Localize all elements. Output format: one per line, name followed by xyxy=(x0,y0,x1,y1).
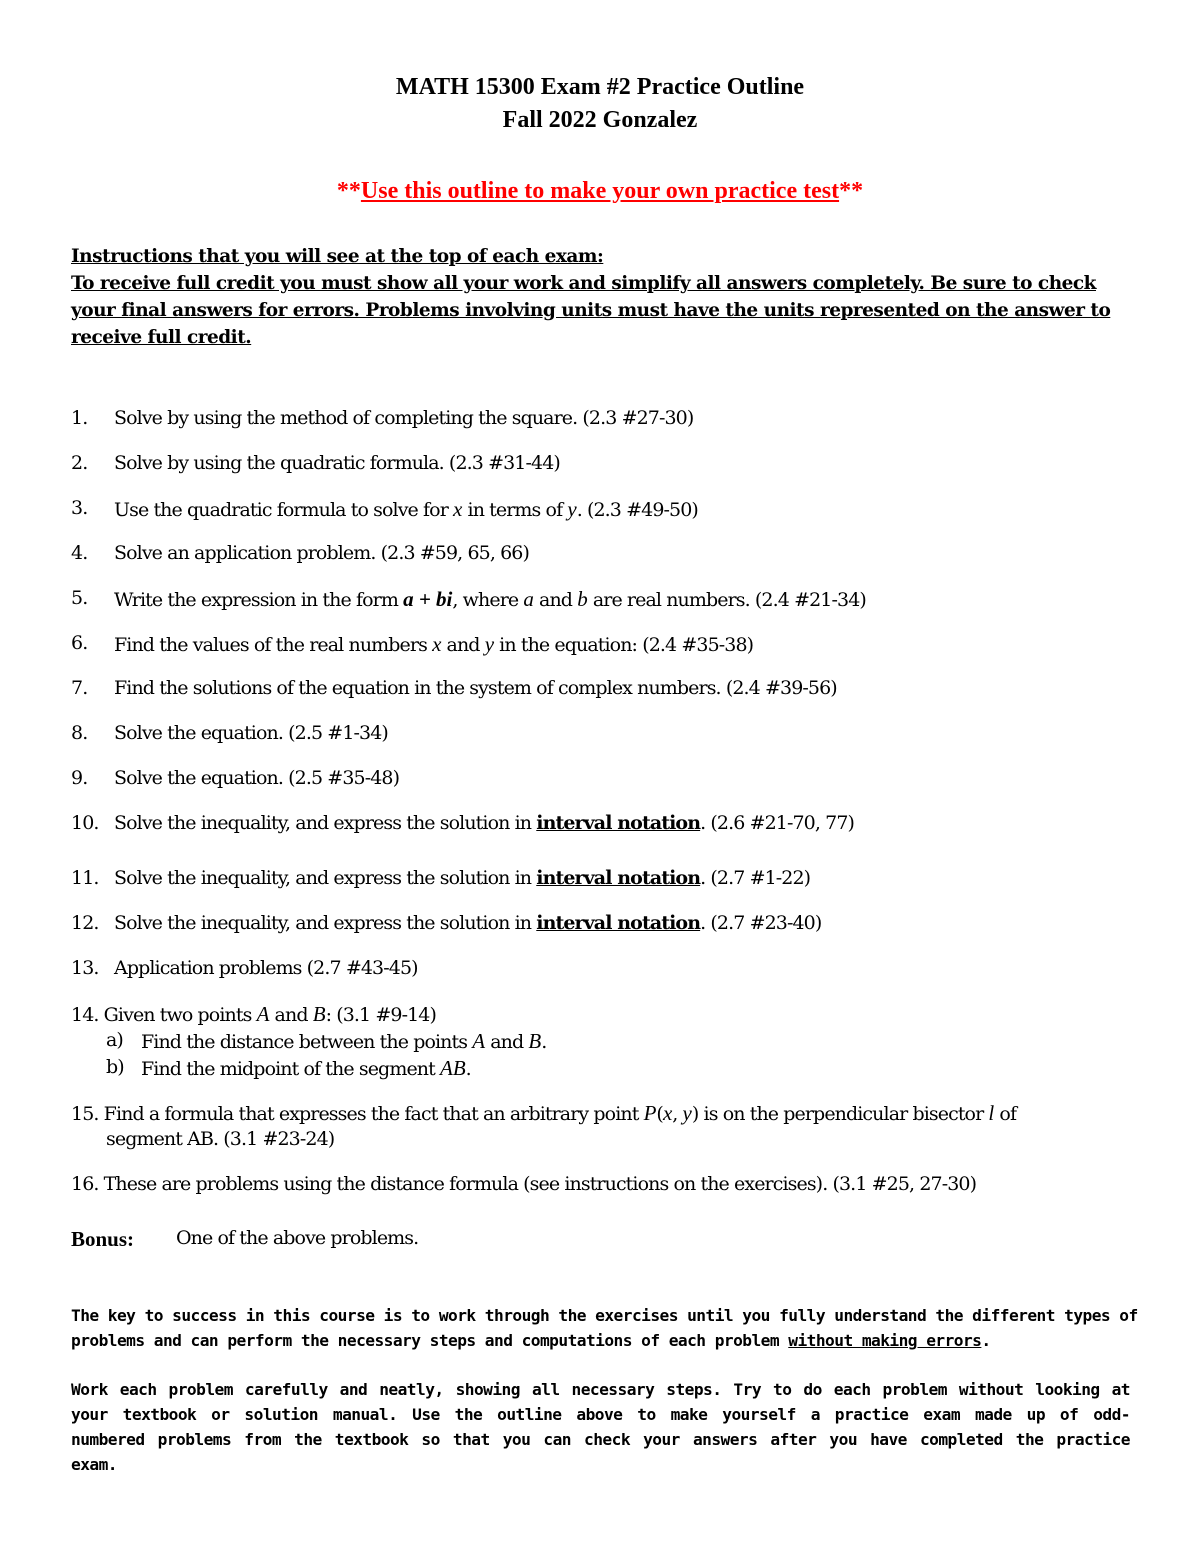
instructions-heading: Instructions that you will see at the top of each exam: xyxy=(71,246,604,267)
outline-item: Solve the inequality, and express the solution in interval notation. (2.6 #21-70, 77) xyxy=(114,812,855,834)
outline-item: Solve an application problem. (2.3 #59, 65, 66) xyxy=(114,542,530,564)
interval-notation-emphasis: interval notation xyxy=(536,812,701,834)
outline-item: 16. These are problems using the distance formula (see instructions on the exercises). (3.1 #25, 27-30) xyxy=(71,1173,977,1195)
item-number: 2. xyxy=(71,452,88,474)
item-number: 8. xyxy=(71,722,88,744)
exam-instructions xyxy=(71,243,1130,351)
outline-item: Application problems (2.7 #43-45) xyxy=(114,957,418,979)
practice-test-notice: **Use this outline to make your own practice test** xyxy=(336,178,864,204)
sub-item: Find the midpoint of the segment AB. xyxy=(141,1056,471,1080)
outline-item: Solve the inequality, and express the solution in interval notation. (2.7 #23-40) xyxy=(114,912,822,934)
outline-item: Find the values of the real numbers x and y in the equation: (2.4 #35-38) xyxy=(114,632,754,656)
outline-item: Solve the equation. (2.5 #1-34) xyxy=(114,722,388,744)
item-number: 11. xyxy=(71,867,99,889)
item-number: 5. xyxy=(71,587,88,609)
outline-item: Solve by using the quadratic formula. (2.3 #31-44) xyxy=(114,452,560,474)
item-number: 10. xyxy=(71,812,99,834)
sub-item-label: a) xyxy=(106,1029,123,1051)
outline-item: Solve the inequality, and express the solution in interval notation. (2.7 #1-22) xyxy=(114,867,811,889)
instructions-line: To receive full credit you must show all your work and simplify all answers completely. Be sure to check xyxy=(71,273,1096,294)
outline-item: Use the quadratic formula to solve for x in terms of y. (2.3 #49-50) xyxy=(114,497,698,521)
outline-item: 14. Given two points A and B: (3.1 #9-14) xyxy=(71,1002,436,1026)
item-number: 1. xyxy=(71,407,88,429)
outline-item: Solve by using the method of completing the square. (2.3 #27-30) xyxy=(114,407,694,429)
item-number: 12. xyxy=(71,912,99,934)
outline-item: Solve the equation. (2.5 #35-48) xyxy=(114,767,400,789)
item-number: 9. xyxy=(71,767,88,789)
instructions-line: receive full credit. xyxy=(71,327,252,348)
document-subtitle: Fall 2022 Gonzalez xyxy=(502,107,698,133)
item-number: 6. xyxy=(71,632,88,654)
outline-item: 15. Find a formula that expresses the fact that an arbitrary point P(x, y) is on the perpendicular bisector l of xyxy=(71,1101,1017,1125)
closing-paragraph: Work each problem carefully and neatly, showing all necessary steps. Try to do each problem without looking at your textbook or solution manual. Use the outline above to make yourself a practice exam made up of odd- numbered problems from the textbook so that you can check your answers after you have completed the practice exam. xyxy=(71,1380,1130,1474)
outline-item-continuation: segment AB. (3.1 #23-24) xyxy=(106,1128,335,1150)
item-number: 4. xyxy=(71,542,88,564)
interval-notation-emphasis: interval notation xyxy=(536,867,701,889)
outline-item: Find the solutions of the equation in the system of complex numbers. (2.4 #39-56) xyxy=(114,677,837,699)
sub-item-label: b) xyxy=(106,1056,124,1078)
document-title: MATH 15300 Exam #2 Practice Outline xyxy=(395,74,805,100)
bonus-text: One of the above problems. xyxy=(176,1227,419,1249)
item-number: 3. xyxy=(71,497,88,519)
item-number: 13. xyxy=(71,957,99,979)
bonus-label: Bonus: xyxy=(71,1227,135,1251)
closing-paragraph: The key to success in this course is to work through the exercises until you fully understand the different types of problems and can perform the necessary steps and computations of each problem without making errors. xyxy=(71,1306,1138,1350)
sub-item: Find the distance between the points A and B. xyxy=(141,1029,547,1053)
outline-item: Write the expression in the form a + bi, where a and b are real numbers. (2.4 #21-34) xyxy=(114,587,866,611)
item-number: 7. xyxy=(71,677,88,699)
interval-notation-emphasis: interval notation xyxy=(536,912,701,934)
instructions-line: your final answers for errors. Problems involving units must have the units represented on the answer to xyxy=(71,300,1111,321)
